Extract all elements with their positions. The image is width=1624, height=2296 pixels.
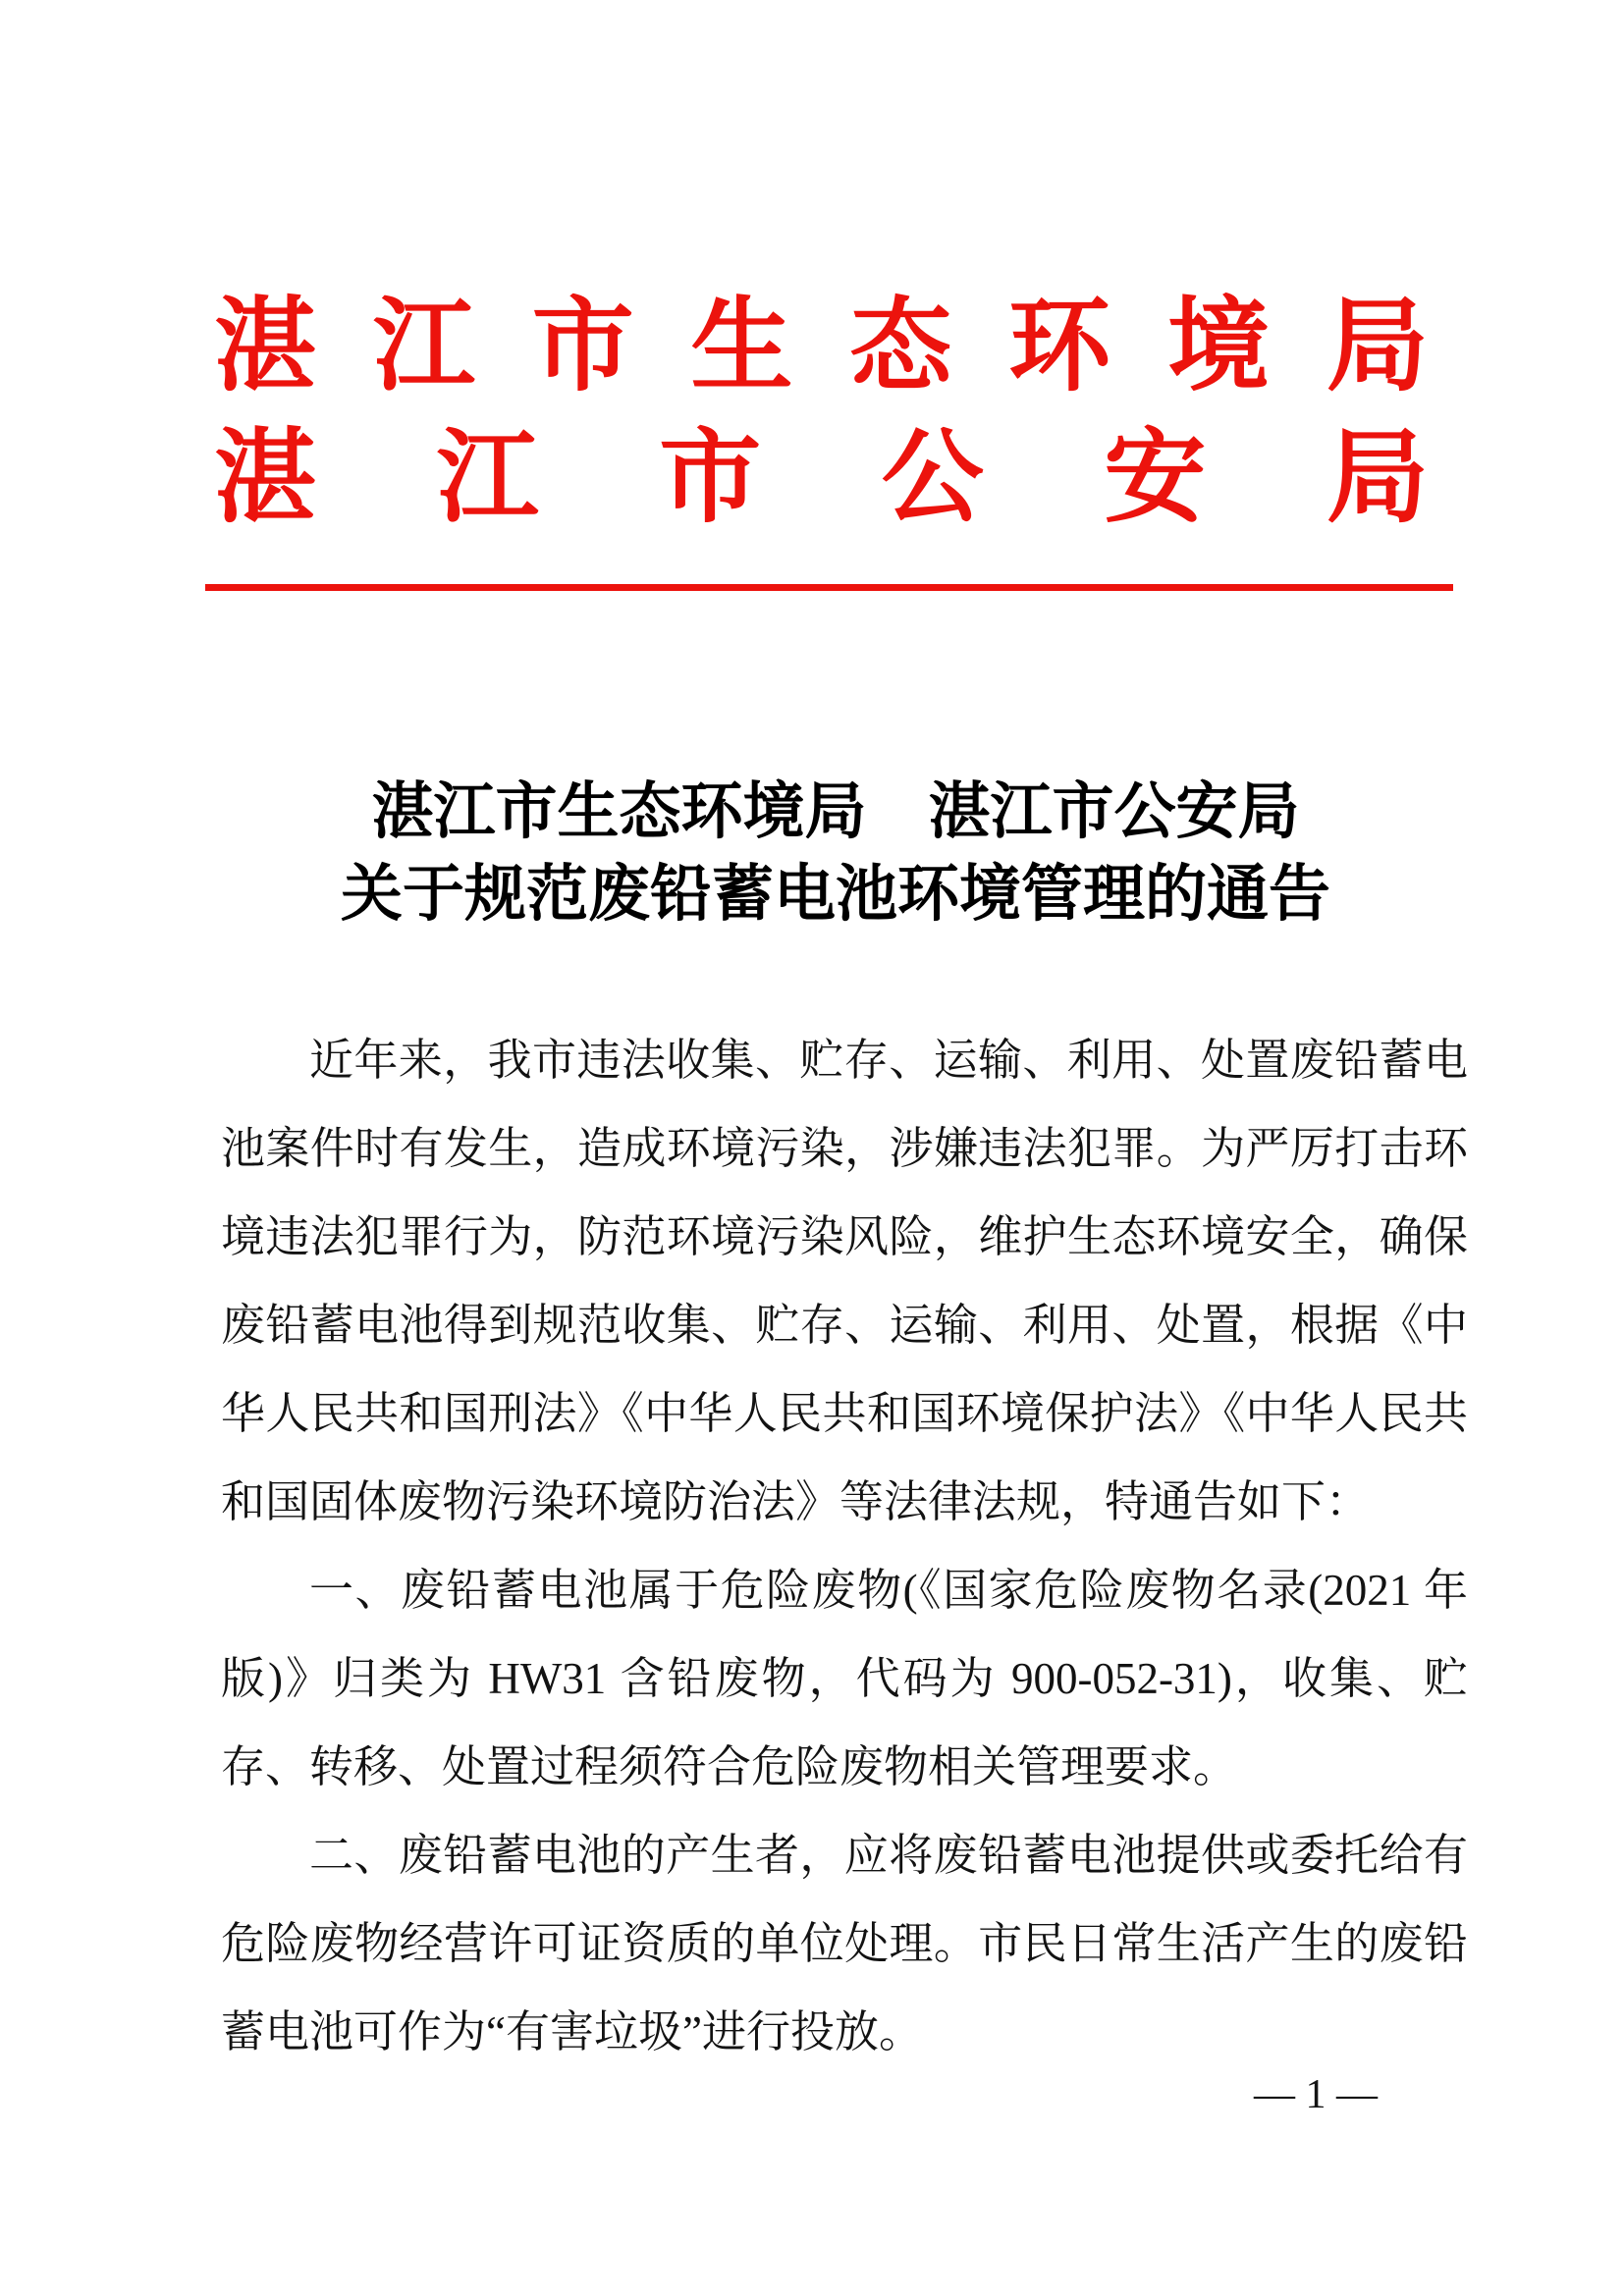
document-body	[221, 1016, 1468, 2076]
page-number: — 1 —	[1254, 2072, 1378, 2117]
letterhead-line1: 湛 江 市 生 态 环 境 局	[214, 291, 1429, 403]
document-title-line2: 关于规范废铅蓄电池环境管理的通告	[341, 860, 1330, 929]
letterhead	[214, 291, 1429, 535]
paragraph-item-2: 二、废铅蓄电池的产生者，应将废铅蓄电池提供或委托给有危险废物经营许可证资质的单位处理。市民日常生活产生的废铅蓄电池可作为“有害垃圾”进行投放。	[221, 1831, 1468, 2056]
document-title	[192, 771, 1479, 935]
document-title-line1: 湛江市生态环境局 湛江市公安局	[371, 777, 1300, 846]
letterhead-line2: 湛 江 市 公 安 局	[214, 422, 1429, 535]
letterhead-divider-rule	[205, 584, 1453, 591]
paragraph-intro: 近年来，我市违法收集、贮存、运输、利用、处置废铅蓄电池案件时有发生，造成环境污染，涉嫌违法犯罪。为严厉打击环境违法犯罪行为，防范环境污染风险，维护生态环境安全，确保废铅蓄电池得到规范收集、贮存、运输、利用、处置，根据《中华人民共和国刑法》《中华人民共和国环境保护法》《中华人民共和国固体废物污染环境防治法》等法律法规，特通告如下：	[221, 1036, 1468, 1526]
paragraph-item-1: 一、废铅蓄电池属于危险废物(《国家危险废物名录(2021 年版)》归类为 HW31 含铅废物，代码为 900-052-31)，收集、贮存、转移、处置过程须符合危险废物相关管理要求。	[221, 1566, 1468, 1791]
